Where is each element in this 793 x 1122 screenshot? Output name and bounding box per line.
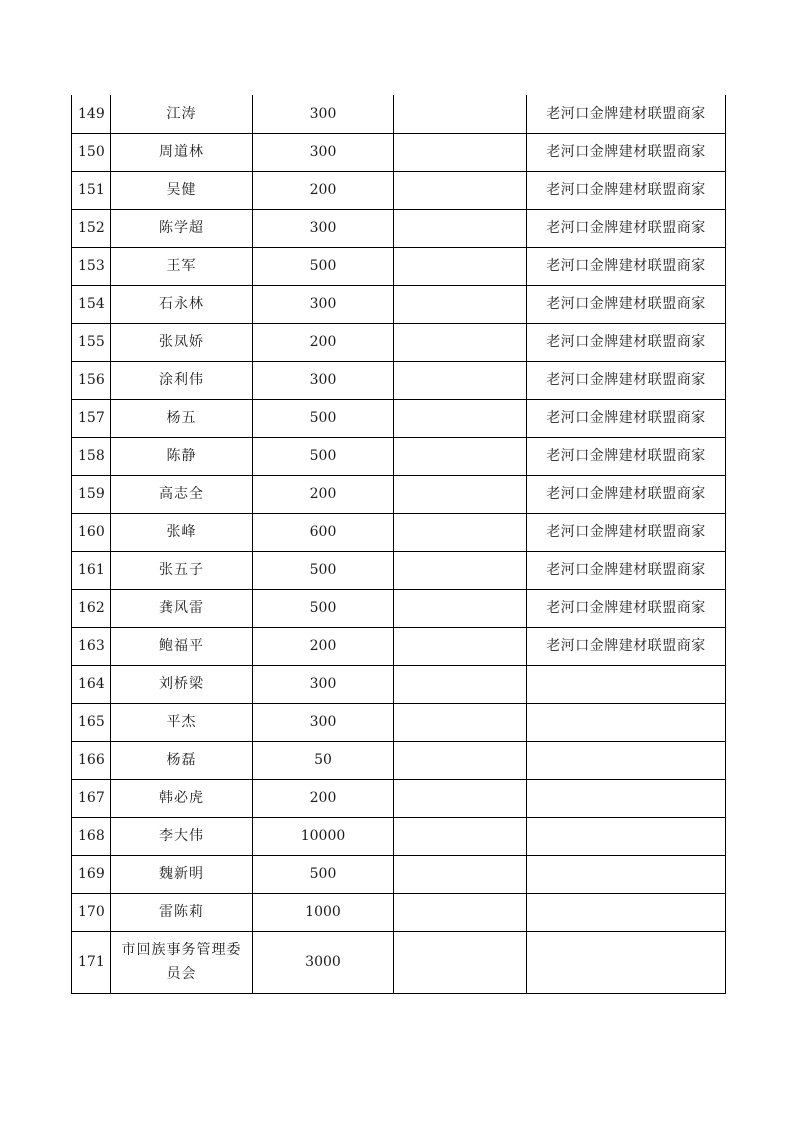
donor-name-cell: 李大伟 xyxy=(111,817,253,855)
row-number-cell: 158 xyxy=(72,437,111,475)
donor-name-cell: 雷陈莉 xyxy=(111,893,253,931)
amount-cell: 3000 xyxy=(253,931,394,993)
row-number-cell: 164 xyxy=(72,665,111,703)
blank-cell xyxy=(394,589,527,627)
blank-cell xyxy=(394,209,527,247)
row-number-cell: 150 xyxy=(72,133,111,171)
amount-cell: 200 xyxy=(253,323,394,361)
table-row xyxy=(72,437,726,475)
row-number-cell: 149 xyxy=(72,95,111,133)
note-cell: 老河口金牌建材联盟商家 xyxy=(527,513,726,551)
amount-cell: 500 xyxy=(253,855,394,893)
amount-cell: 600 xyxy=(253,513,394,551)
note-cell: 老河口金牌建材联盟商家 xyxy=(527,589,726,627)
amount-cell: 200 xyxy=(253,779,394,817)
blank-cell xyxy=(394,665,527,703)
note-cell: 老河口金牌建材联盟商家 xyxy=(527,95,726,133)
donor-name-cell: 市回族事务管理委员会 xyxy=(111,931,253,993)
blank-cell xyxy=(394,95,527,133)
amount-cell: 300 xyxy=(253,209,394,247)
note-cell: 老河口金牌建材联盟商家 xyxy=(527,285,726,323)
blank-cell xyxy=(394,475,527,513)
donation-table xyxy=(71,95,726,994)
row-number-cell: 161 xyxy=(72,551,111,589)
donor-name-cell: 张五子 xyxy=(111,551,253,589)
note-cell: 老河口金牌建材联盟商家 xyxy=(527,475,726,513)
donor-name-cell: 陈静 xyxy=(111,437,253,475)
note-cell xyxy=(527,893,726,931)
donor-name-cell: 涂利伟 xyxy=(111,361,253,399)
table-row xyxy=(72,855,726,893)
table-row xyxy=(72,513,726,551)
row-number-cell: 160 xyxy=(72,513,111,551)
table-row xyxy=(72,817,726,855)
note-cell: 老河口金牌建材联盟商家 xyxy=(527,361,726,399)
donor-name-cell: 龚风雷 xyxy=(111,589,253,627)
donor-name-cell: 吴健 xyxy=(111,171,253,209)
table-row xyxy=(72,475,726,513)
blank-cell xyxy=(394,171,527,209)
note-cell: 老河口金牌建材联盟商家 xyxy=(527,209,726,247)
blank-cell xyxy=(394,931,527,993)
blank-cell xyxy=(394,817,527,855)
note-cell xyxy=(527,855,726,893)
donor-name-cell: 张凤娇 xyxy=(111,323,253,361)
amount-cell: 1000 xyxy=(253,893,394,931)
blank-cell xyxy=(394,285,527,323)
donor-name-cell: 平杰 xyxy=(111,703,253,741)
amount-cell: 300 xyxy=(253,665,394,703)
amount-cell: 200 xyxy=(253,171,394,209)
table-row xyxy=(72,779,726,817)
blank-cell xyxy=(394,247,527,285)
blank-cell xyxy=(394,551,527,589)
note-cell xyxy=(527,817,726,855)
donor-name-cell: 王军 xyxy=(111,247,253,285)
blank-cell xyxy=(394,627,527,665)
table-row xyxy=(72,133,726,171)
amount-cell: 300 xyxy=(253,703,394,741)
amount-cell: 500 xyxy=(253,437,394,475)
blank-cell xyxy=(394,855,527,893)
table-row xyxy=(72,323,726,361)
table-row xyxy=(72,285,726,323)
amount-cell: 300 xyxy=(253,285,394,323)
donor-name-cell: 石永林 xyxy=(111,285,253,323)
blank-cell xyxy=(394,361,527,399)
row-number-cell: 171 xyxy=(72,931,111,993)
amount-cell: 500 xyxy=(253,589,394,627)
table-row xyxy=(72,741,726,779)
note-cell xyxy=(527,703,726,741)
row-number-cell: 169 xyxy=(72,855,111,893)
row-number-cell: 157 xyxy=(72,399,111,437)
blank-cell xyxy=(394,893,527,931)
amount-cell: 50 xyxy=(253,741,394,779)
note-cell: 老河口金牌建材联盟商家 xyxy=(527,171,726,209)
note-cell: 老河口金牌建材联盟商家 xyxy=(527,627,726,665)
row-number-cell: 170 xyxy=(72,893,111,931)
note-cell xyxy=(527,741,726,779)
table-row xyxy=(72,589,726,627)
donor-name-cell: 魏新明 xyxy=(111,855,253,893)
note-cell: 老河口金牌建材联盟商家 xyxy=(527,551,726,589)
note-cell xyxy=(527,665,726,703)
table-row xyxy=(72,209,726,247)
blank-cell xyxy=(394,513,527,551)
amount-cell: 500 xyxy=(253,551,394,589)
donation-table-body xyxy=(72,95,726,993)
row-number-cell: 159 xyxy=(72,475,111,513)
donor-name-cell: 鲍福平 xyxy=(111,627,253,665)
note-cell: 老河口金牌建材联盟商家 xyxy=(527,399,726,437)
amount-cell: 200 xyxy=(253,475,394,513)
table-row xyxy=(72,665,726,703)
note-cell xyxy=(527,779,726,817)
table-row xyxy=(72,247,726,285)
row-number-cell: 152 xyxy=(72,209,111,247)
row-number-cell: 155 xyxy=(72,323,111,361)
donor-name-cell: 张峰 xyxy=(111,513,253,551)
blank-cell xyxy=(394,741,527,779)
donor-name-cell: 杨磊 xyxy=(111,741,253,779)
table-row xyxy=(72,171,726,209)
row-number-cell: 151 xyxy=(72,171,111,209)
blank-cell xyxy=(394,399,527,437)
note-cell: 老河口金牌建材联盟商家 xyxy=(527,323,726,361)
row-number-cell: 166 xyxy=(72,741,111,779)
row-number-cell: 167 xyxy=(72,779,111,817)
amount-cell: 500 xyxy=(253,399,394,437)
table-row xyxy=(72,703,726,741)
donor-name-cell: 刘桥梁 xyxy=(111,665,253,703)
note-cell: 老河口金牌建材联盟商家 xyxy=(527,247,726,285)
amount-cell: 300 xyxy=(253,133,394,171)
table-row xyxy=(72,551,726,589)
donor-name-cell: 江涛 xyxy=(111,95,253,133)
table-row xyxy=(72,95,726,133)
donor-name-cell: 周道林 xyxy=(111,133,253,171)
blank-cell xyxy=(394,437,527,475)
blank-cell xyxy=(394,133,527,171)
table-row xyxy=(72,893,726,931)
table-row xyxy=(72,627,726,665)
table-row xyxy=(72,399,726,437)
row-number-cell: 154 xyxy=(72,285,111,323)
row-number-cell: 153 xyxy=(72,247,111,285)
table-row xyxy=(72,361,726,399)
blank-cell xyxy=(394,703,527,741)
note-cell xyxy=(527,931,726,993)
amount-cell: 500 xyxy=(253,247,394,285)
row-number-cell: 156 xyxy=(72,361,111,399)
row-number-cell: 168 xyxy=(72,817,111,855)
note-cell: 老河口金牌建材联盟商家 xyxy=(527,437,726,475)
blank-cell xyxy=(394,779,527,817)
row-number-cell: 162 xyxy=(72,589,111,627)
blank-cell xyxy=(394,323,527,361)
note-cell: 老河口金牌建材联盟商家 xyxy=(527,133,726,171)
donor-name-cell: 高志全 xyxy=(111,475,253,513)
donor-name-cell: 杨五 xyxy=(111,399,253,437)
amount-cell: 300 xyxy=(253,361,394,399)
amount-cell: 10000 xyxy=(253,817,394,855)
amount-cell: 300 xyxy=(253,95,394,133)
row-number-cell: 163 xyxy=(72,627,111,665)
amount-cell: 200 xyxy=(253,627,394,665)
table-row xyxy=(72,931,726,993)
donor-name-cell: 陈学超 xyxy=(111,209,253,247)
row-number-cell: 165 xyxy=(72,703,111,741)
donor-name-cell: 韩必虎 xyxy=(111,779,253,817)
